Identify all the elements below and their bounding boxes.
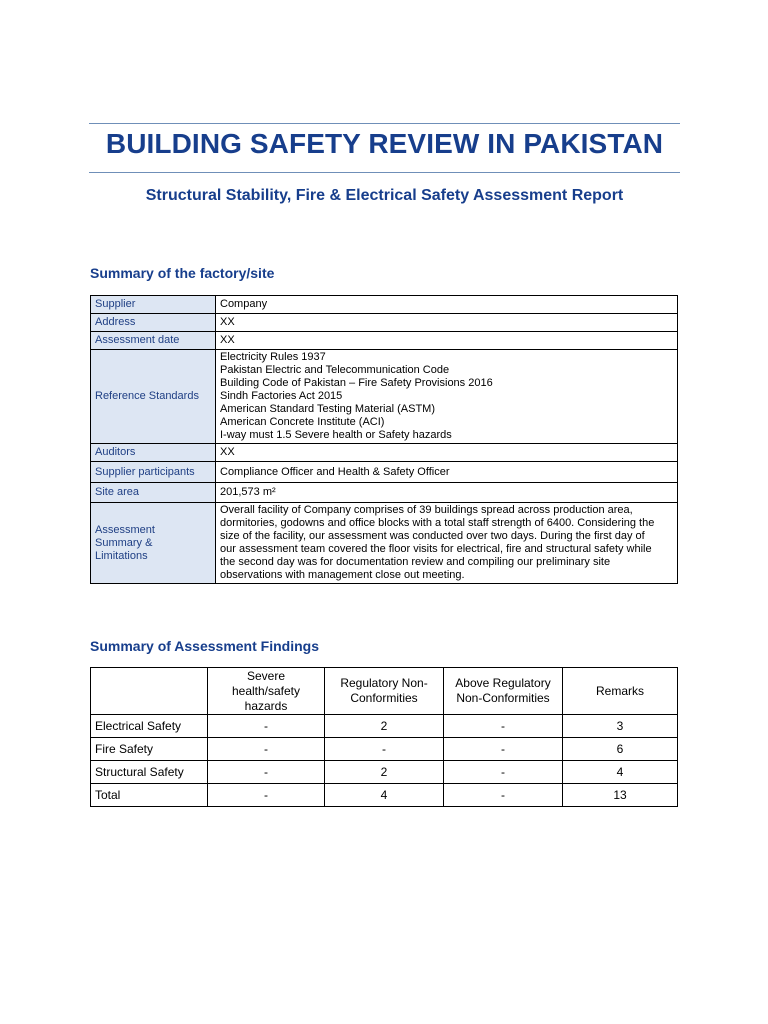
title-top-rule	[89, 123, 680, 124]
reference-standards-label: Reference Standards	[91, 350, 216, 444]
table-row	[91, 503, 678, 584]
row-label: Structural Safety	[91, 761, 208, 784]
site-area-value: 201,573 m²	[216, 483, 678, 503]
findings-header-severe: Severe health/safety hazards	[208, 668, 325, 715]
findings-heading: Summary of Assessment Findings	[90, 638, 319, 654]
address-value: XX	[216, 314, 678, 332]
regulatory-cell: 2	[325, 715, 444, 738]
findings-header-regulatory: Regulatory Non-Conformities	[325, 668, 444, 715]
regulatory-cell: 4	[325, 784, 444, 807]
remarks-cell: 13	[563, 784, 678, 807]
table-row	[91, 483, 678, 503]
regulatory-cell: -	[325, 738, 444, 761]
assessment-summary-label-text: Assessment Summary & Limitations	[95, 523, 155, 562]
findings-table	[90, 667, 678, 807]
table-row	[91, 332, 678, 350]
assessment-summary-value	[216, 503, 678, 584]
assessment-date-value: XX	[216, 332, 678, 350]
row-label: Total	[91, 784, 208, 807]
site-summary-table	[90, 295, 678, 584]
summary-line: size of the facility, our assessment was conducted over two days. During the first day of	[220, 530, 645, 542]
document-subtitle: Structural Stability, Fire & Electrical Safety Assessment Report	[145, 187, 624, 204]
findings-header-blank	[91, 668, 208, 715]
reference-standard-item: Sindh Factories Act 2015	[220, 390, 343, 402]
site-summary-heading: Summary of the factory/site	[90, 265, 275, 281]
findings-header-row	[91, 668, 678, 715]
findings-header-remarks: Remarks	[563, 668, 678, 715]
severe-cell: -	[208, 715, 325, 738]
above-regulatory-cell: -	[444, 761, 563, 784]
reference-standard-item: I-way must 1.5 Severe health or Safety hazards	[220, 429, 452, 441]
remarks-cell: 4	[563, 761, 678, 784]
auditors-value: XX	[216, 444, 678, 462]
summary-line: observations with management close out meeting.	[220, 569, 465, 581]
severe-cell: -	[208, 784, 325, 807]
table-row	[91, 296, 678, 314]
title-bottom-rule	[89, 172, 680, 173]
reference-standards-value	[216, 350, 678, 444]
summary-line: dormitories, godowns and office blocks with a total staff strength of 6400. Considering the	[220, 517, 655, 529]
reference-standard-item: Pakistan Electric and Telecommunication Code	[220, 364, 450, 376]
severe-cell: -	[208, 738, 325, 761]
supplier-label: Supplier	[91, 296, 216, 314]
reference-standard-item: Building Code of Pakistan – Fire Safety Provisions 2016	[220, 377, 493, 389]
remarks-cell: 6	[563, 738, 678, 761]
summary-line: Overall facility of Company comprises of 39 buildings spread across production area,	[220, 504, 633, 516]
reference-standard-item: American Standard Testing Material (ASTM)	[220, 403, 435, 415]
table-row	[91, 761, 678, 784]
supplier-value: Company	[216, 296, 678, 314]
regulatory-cell: 2	[325, 761, 444, 784]
summary-line: our assessment team covered the floor visits for electrical, fire and structural safety while	[220, 543, 652, 555]
table-row	[91, 784, 678, 807]
above-regulatory-cell: -	[444, 738, 563, 761]
assessment-summary-label	[91, 503, 216, 584]
table-row	[91, 350, 678, 444]
assessment-date-label: Assessment date	[91, 332, 216, 350]
auditors-label: Auditors	[91, 444, 216, 462]
table-row	[91, 738, 678, 761]
table-row	[91, 462, 678, 483]
row-label: Fire Safety	[91, 738, 208, 761]
reference-standard-item: Electricity Rules 1937	[220, 351, 326, 363]
supplier-participants-value: Compliance Officer and Health & Safety Officer	[216, 462, 678, 483]
summary-line: the second day was for documentation review and compiling our preliminary site	[220, 556, 611, 568]
site-area-label: Site area	[91, 483, 216, 503]
table-row	[91, 444, 678, 462]
table-row	[91, 715, 678, 738]
address-label: Address	[91, 314, 216, 332]
row-label: Electrical Safety	[91, 715, 208, 738]
remarks-cell: 3	[563, 715, 678, 738]
severe-cell: -	[208, 761, 325, 784]
table-row	[91, 314, 678, 332]
supplier-participants-label: Supplier participants	[91, 462, 216, 483]
document-title: BUILDING SAFETY REVIEW IN PAKISTAN	[105, 128, 664, 159]
above-regulatory-cell: -	[444, 715, 563, 738]
findings-header-above-regulatory: Above Regulatory Non-Conformities	[444, 668, 563, 715]
above-regulatory-cell: -	[444, 784, 563, 807]
reference-standard-item: American Concrete Institute (ACI)	[220, 416, 385, 428]
